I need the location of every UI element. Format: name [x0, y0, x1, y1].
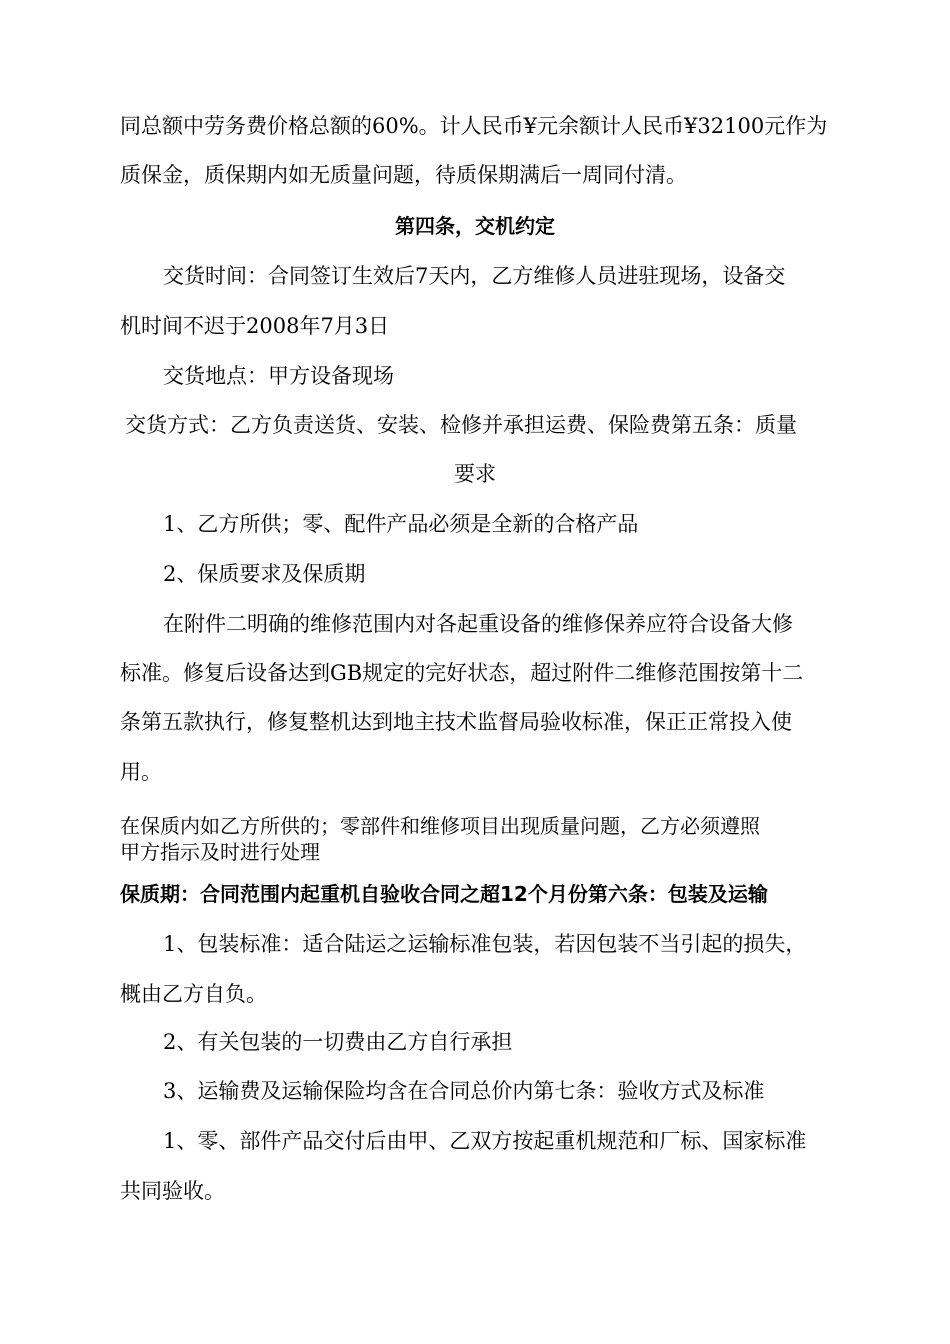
body-text-line: 机时间不迟于2008年7月3日	[120, 314, 390, 338]
list-item: 1、零、部件产品交付后由甲、乙双方按起重机规范和厂标、国家标准	[163, 1129, 807, 1153]
body-text-line: 共同验收。	[120, 1179, 225, 1203]
section-heading: 保质期：合同范围内起重机自验收合同之超12个月份第六条：包装及运输	[120, 882, 768, 906]
body-text-line: 条第五款执行，修复整机达到地主技术监督局验收标准，保正正常投入使	[120, 710, 792, 734]
body-text-line: 交货时间：合同签订生效后7天内，乙方维修人员进驻现场，设备交	[163, 264, 786, 288]
section-heading: 第四条，交机约定	[395, 214, 555, 238]
body-text-line: 甲方指示及时进行处理	[120, 840, 320, 864]
body-text-line: 交货地点：甲方设备现场	[163, 364, 394, 388]
body-text-line: 在附件二明确的维修范围内对各起重设备的维修保养应符合设备大修	[163, 612, 793, 636]
body-text-line: 同总额中劳务费价格总额的60%。计人民币¥元余额计人民币¥32100元作为	[120, 114, 828, 138]
list-item: 1、乙方所供；零、配件产品必须是全新的合格产品	[163, 512, 639, 536]
body-text-line: 要求	[454, 462, 496, 486]
list-item: 2、有关包装的一切费由乙方自行承担	[163, 1030, 513, 1054]
list-item: 2、保质要求及保质期	[163, 562, 366, 586]
body-text-line: 在保质内如乙方所供的；零部件和维修项目出现质量问题，乙方必须遵照	[120, 814, 760, 838]
list-item: 3、运输费及运输保险均含在合同总价内第七条：验收方式及标准	[163, 1079, 765, 1103]
body-text-line: 交货方式：乙方负责送货、安装、检修并承担运费、保险费第五条：质量	[125, 413, 797, 437]
body-text-line: 用。	[120, 760, 162, 784]
list-item: 1、包装标准：适合陆运之运输标准包装，若因包装不当引起的损失，	[163, 932, 807, 956]
body-text-line: 概由乙方自负。	[120, 982, 267, 1006]
body-text-line: 质保金，质保期内如无质量问题，待质保期满后一周同付清。	[120, 163, 687, 187]
body-text-line: 标准。修复后设备达到GB规定的完好状态，超过附件二维修范围按第十二	[120, 661, 804, 685]
